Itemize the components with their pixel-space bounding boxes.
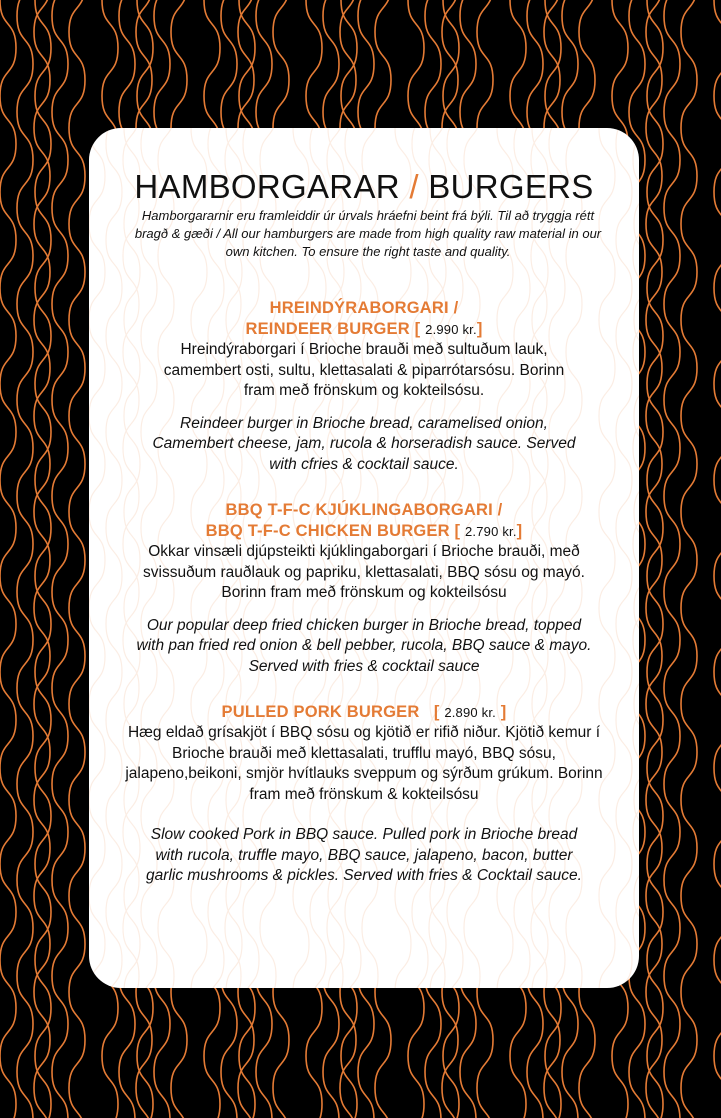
item-name-line2 (109, 521, 619, 542)
title-icelandic: HAMBORGARAR (134, 168, 400, 205)
item-description-english: Our popular deep fried chicken burger in Brioche bread, topped with pan fried red onion & bell pebber, rucola, BBQ sauce & mayo. Served with fries & cocktail sauce (136, 616, 592, 675)
item-name-line1: HREINDÝRABORGARI / (269, 299, 459, 317)
menu-item-pulled-pork (109, 702, 619, 887)
item-name-line2 (109, 319, 619, 340)
pattern-line (681, 0, 697, 1118)
item-price: 2.990 kr. (425, 322, 477, 337)
item-price: 2.890 kr. (444, 705, 496, 720)
item-description-icelandic: Hreindýraborgari í Brioche brauði með sultuðum lauk, camembert osti, sultu, klettasalati & piparrótarsósu. Borinn fram með frönskum og kokteilsósu. (163, 341, 565, 399)
item-description-english: Slow cooked Pork in BBQ sauce. Pulled pork in Brioche bread with rucola, truffle mayo, BBQ sauce, jalapeno, bacon, butter garlic mushrooms & pickles. Served with fries & Cocktail sauce. (146, 826, 582, 884)
price-bracket-close: ] (516, 522, 523, 540)
pattern-line (714, 0, 721, 1118)
pattern-line (664, 0, 680, 1118)
pattern-line (0, 0, 16, 1118)
item-name: REINDEER BURGER (245, 320, 410, 338)
page-title (89, 168, 639, 206)
item-price: 2.790 kr. (464, 524, 517, 539)
pattern-line (35, 0, 51, 1118)
item-name: BBQ T-F-C CHICKEN BURGER (205, 522, 450, 540)
price-bracket-close: ] (500, 703, 507, 721)
menu-item-chicken (109, 500, 619, 677)
item-name-line1: BBQ T-F-C KJÚKLINGABORGARI / (225, 501, 503, 519)
item-description-icelandic: Okkar vinsæli djúpsteikti kjúklingaborgari í Brioche brauði, með svissuðum rauðlauk og papriku, klettasalati, BBQ sósu og mayó. Borinn fram með frönskum og kokteilsósu (143, 543, 585, 601)
item-name-line2 (109, 702, 619, 723)
title-slash: / (409, 168, 419, 205)
pattern-line (17, 0, 33, 1118)
intro-text: Hamborgararnir eru framleiddir úr úrvals hráefni beint frá býli. Til að tryggja rétt bragð & gæði / All our hamburgers are made from high quality raw material in our own kitchen. To ensure the right taste and quality. (134, 208, 602, 259)
menu-card (89, 128, 639, 988)
menu-content (89, 128, 639, 988)
price-bracket-open: [ (454, 522, 461, 540)
pattern-line (647, 0, 663, 1118)
price-bracket-open: [ (414, 320, 421, 338)
price-bracket-open: [ (433, 703, 440, 721)
title-english: BURGERS (428, 168, 594, 205)
menu-item-reindeer (109, 298, 619, 475)
pattern-line (69, 0, 85, 1118)
item-name: PULLED PORK BURGER (221, 703, 420, 721)
item-description-icelandic: Hæg eldað grísakjöt í BBQ sósu og kjötið er rifið niður. Kjötið kemur í Brioche brauði með klettasalati, trufflu mayó, BBQ sósu, jalapeno,beikoni, smjör hvítlauks sveppum og sýrðum grúkum. Borinn fram með frönskum & kokteilsósu (125, 724, 603, 803)
price-bracket-close: ] (476, 320, 483, 338)
item-description-english: Reindeer burger in Brioche bread, caramelised onion, Camembert cheese, jam, rucola & horseradish sauce. Served with cfries & cocktail sauce. (152, 414, 576, 473)
pattern-line (52, 0, 68, 1118)
